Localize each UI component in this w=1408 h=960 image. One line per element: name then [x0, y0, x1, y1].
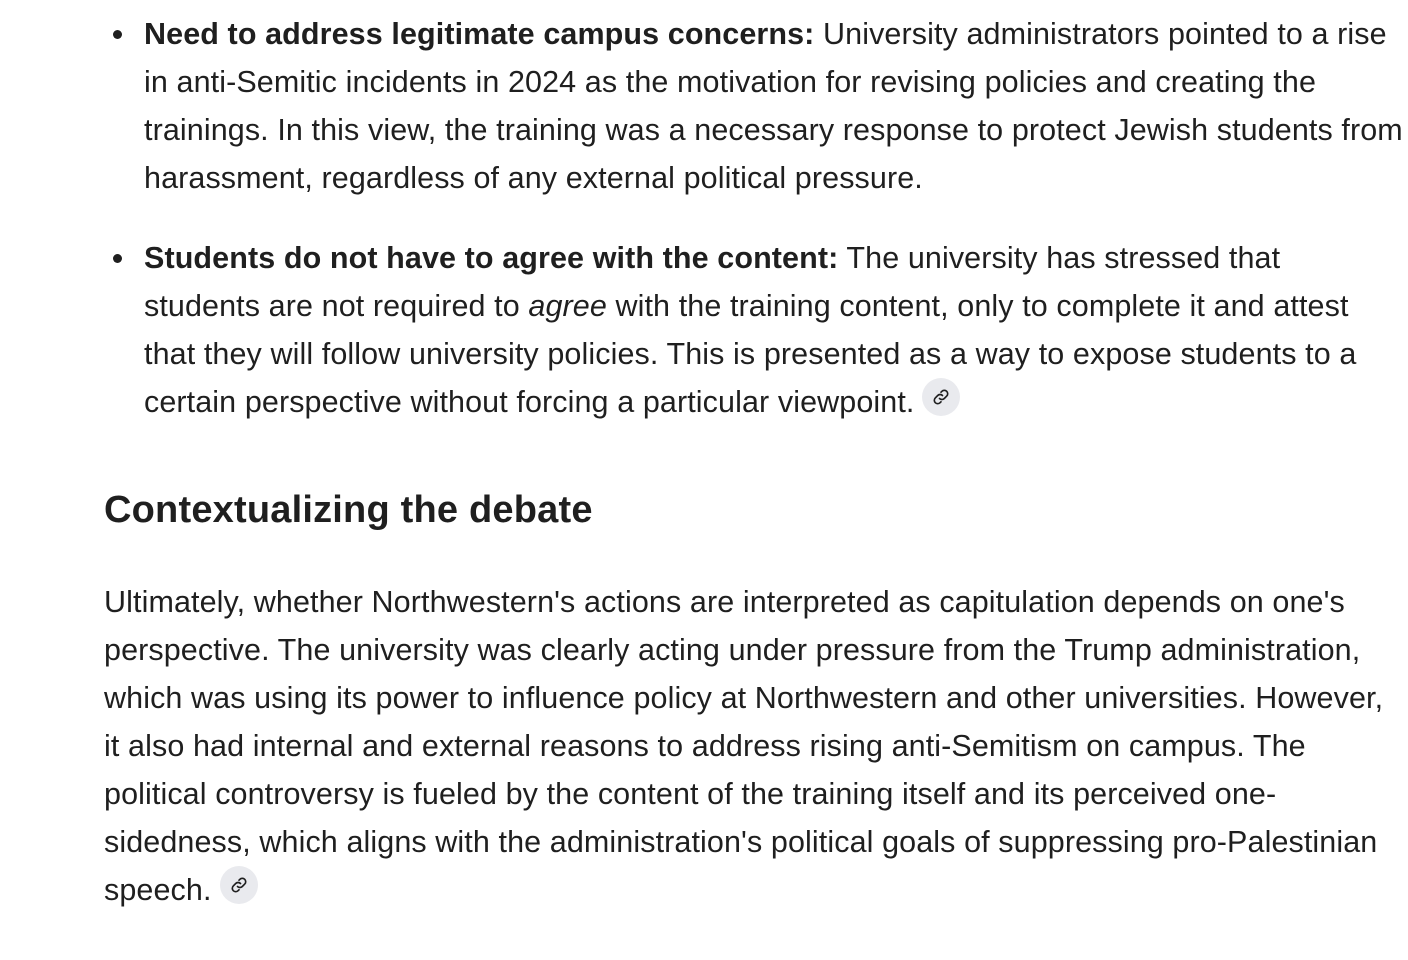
link-icon — [230, 876, 248, 894]
paragraph-text: Ultimately, whether Northwestern's actions are interpreted as capitulation depends on one's perspective. The university was clearly acting under pressure from the Trump administration, which was using its power to influence policy at Northwestern and other universities. However, it also had internal and external reasons to address rising anti-Semitism on campus. The political controversy is fueled by the content of the training itself and its perceived one-sidedness, which aligns with the administration's political goals of suppressing pro-Palestinian speech. — [104, 585, 1384, 907]
citation-link-button[interactable] — [220, 866, 258, 904]
bullet-emphasis: agree — [528, 289, 607, 323]
bullet-dot — [113, 30, 122, 39]
bullet-item — [104, 10, 1404, 202]
bullet-text: with the training content, only to complete it and attest that they will follow university policies. This is presented as a way to expose students to a certain perspective without forcing a particular viewpoint. — [144, 289, 1357, 419]
bullet-lead: Students do not have to agree with the content: — [144, 241, 839, 275]
bullet-lead: Need to address legitimate campus concerns: — [144, 17, 815, 51]
bullet-dot — [113, 254, 122, 263]
bullet-text: University administrators pointed to a rise in anti-Semitic incidents in 2024 as the motivation for revising policies and creating the trainings. In this view, the training was a necessary response to protect Jewish students from harassment, regardless of any external political pressure. — [144, 17, 1403, 195]
citation-link-button[interactable] — [922, 378, 960, 416]
section-heading: Contextualizing the debate — [104, 489, 593, 531]
bullet-list — [104, 10, 1404, 426]
bullet-item — [104, 234, 1404, 426]
response-content — [104, 10, 1404, 914]
link-icon — [932, 388, 950, 406]
bullet-text: The university has stressed that students are not required to — [144, 241, 1281, 323]
section-paragraph — [104, 578, 1404, 914]
